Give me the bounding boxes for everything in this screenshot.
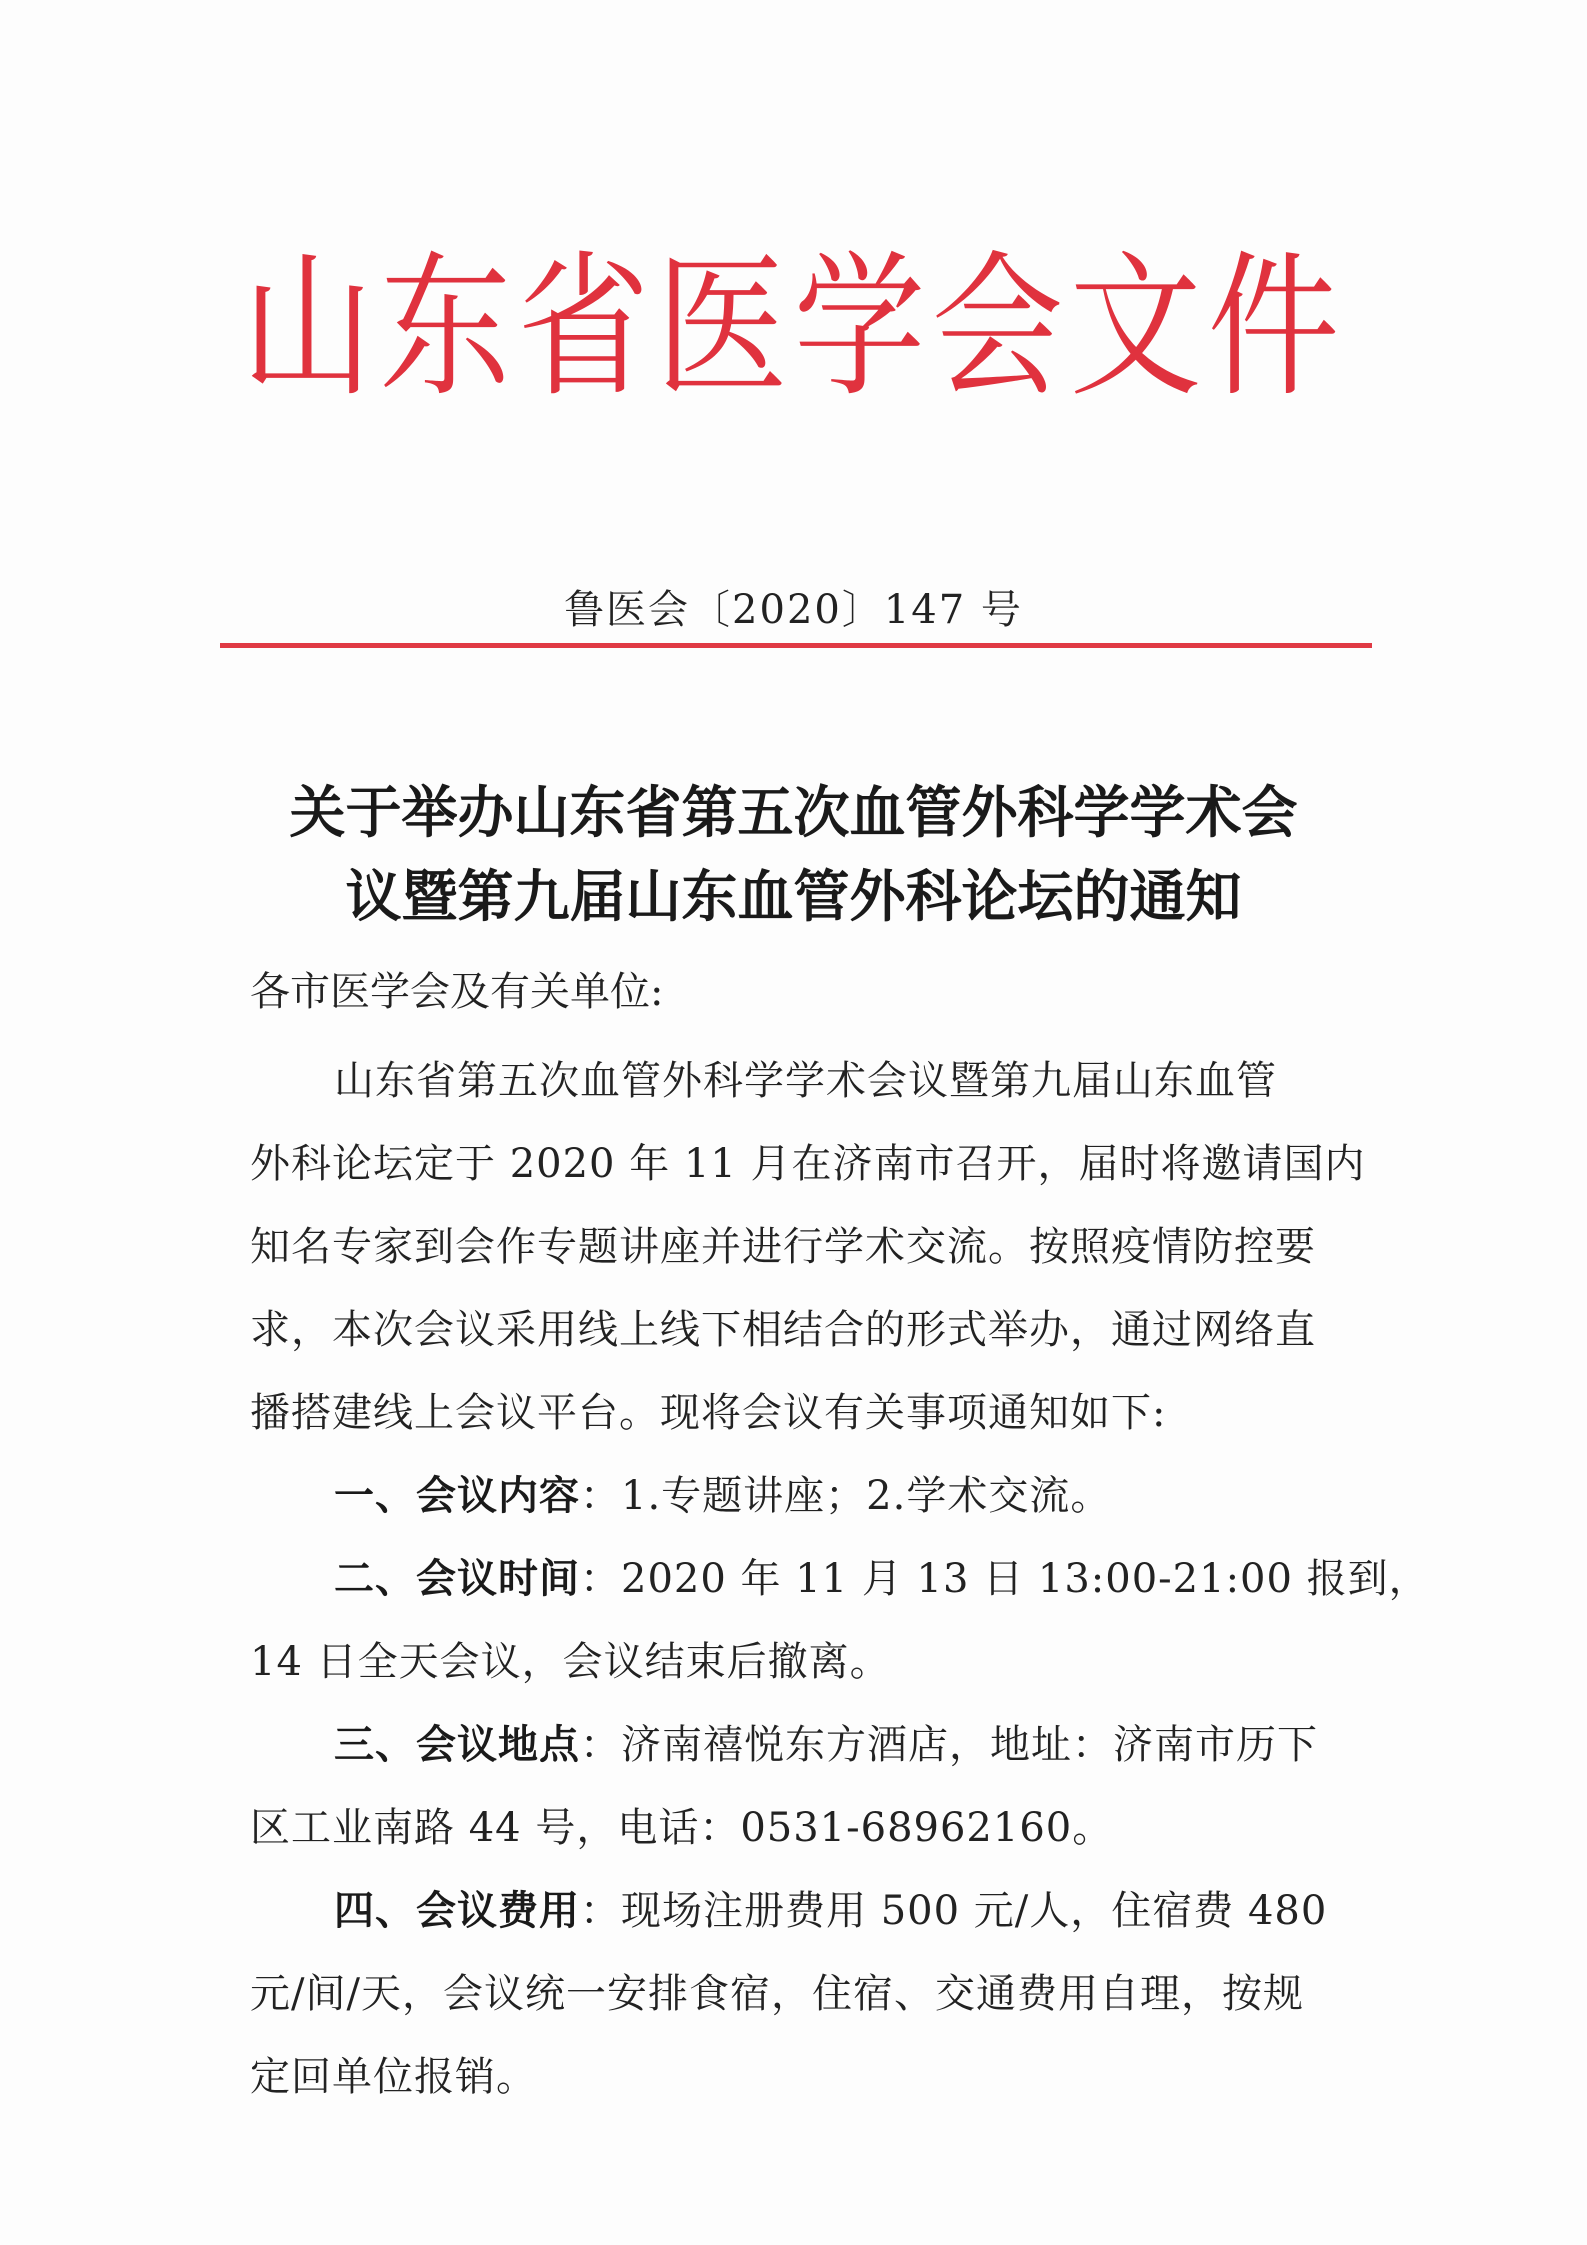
section-venue-text-1: ：济南禧悦东方酒店，地址：济南市历下: [580, 1722, 1318, 1768]
intro-line-3: 知名专家到会作专题讲座并进行学术交流。按照疫情防控要: [250, 1224, 1316, 1270]
intro-line-4: 求，本次会议采用线上线下相结合的形式举办，通过网络直: [250, 1307, 1316, 1353]
section-time-label: 二、会议时间: [334, 1556, 580, 1602]
notice-body: [250, 1040, 1430, 2119]
intro-line-2: 外科论坛定于 2020 年 11 月在济南市召开，届时将邀请国内: [250, 1141, 1366, 1187]
masthead-title: 山东省医学会文件: [241, 237, 1346, 419]
section-time: [250, 1538, 1430, 1621]
notice-title-line-1: 关于举办山东省第五次血管外科学学术会: [289, 781, 1298, 846]
section-fee: [250, 1870, 1360, 1953]
section-content-label: 一、会议内容: [334, 1473, 580, 1519]
section-venue-label: 三、会议地点: [334, 1722, 580, 1768]
section-fee-label: 四、会议费用: [334, 1888, 580, 1934]
notice-title-line-2: 议暨第九届山东血管外科论坛的通知: [345, 865, 1242, 930]
document-number: 鲁医会〔2020〕147 号: [564, 587, 1023, 633]
section-fee-line-3: 定回单位报销。: [250, 2054, 537, 2100]
intro-line-1: 山东省第五次血管外科学学术会议暨第九届山东血管: [334, 1058, 1277, 1104]
notice-title: [200, 772, 1387, 940]
intro-line-5: 播搭建线上会议平台。现将会议有关事项通知如下:: [250, 1390, 1167, 1436]
salutation: 各市医学会及有关单位:: [250, 969, 664, 1015]
section-time-text-1: ：2020 年 11 月 13 日 13:00-21:00 报到，: [580, 1556, 1430, 1602]
section-content-text: ：1.专题讲座；2.学术交流。: [580, 1473, 1112, 1519]
section-fee-line-2: 元/间/天，会议统一安排食宿，住宿、交通费用自理，按规: [250, 1971, 1304, 2017]
red-divider: [220, 643, 1372, 648]
section-venue: [250, 1704, 1360, 1787]
section-fee-text-1: ：现场注册费用 500 元/人，住宿费 480: [580, 1888, 1328, 1934]
section-venue-line-2: 区工业南路 44 号，电话：0531-68962160。: [250, 1805, 1114, 1851]
section-content: [250, 1455, 1360, 1538]
section-time-line-2: 14 日全天会议，会议结束后撤离。: [250, 1639, 891, 1685]
